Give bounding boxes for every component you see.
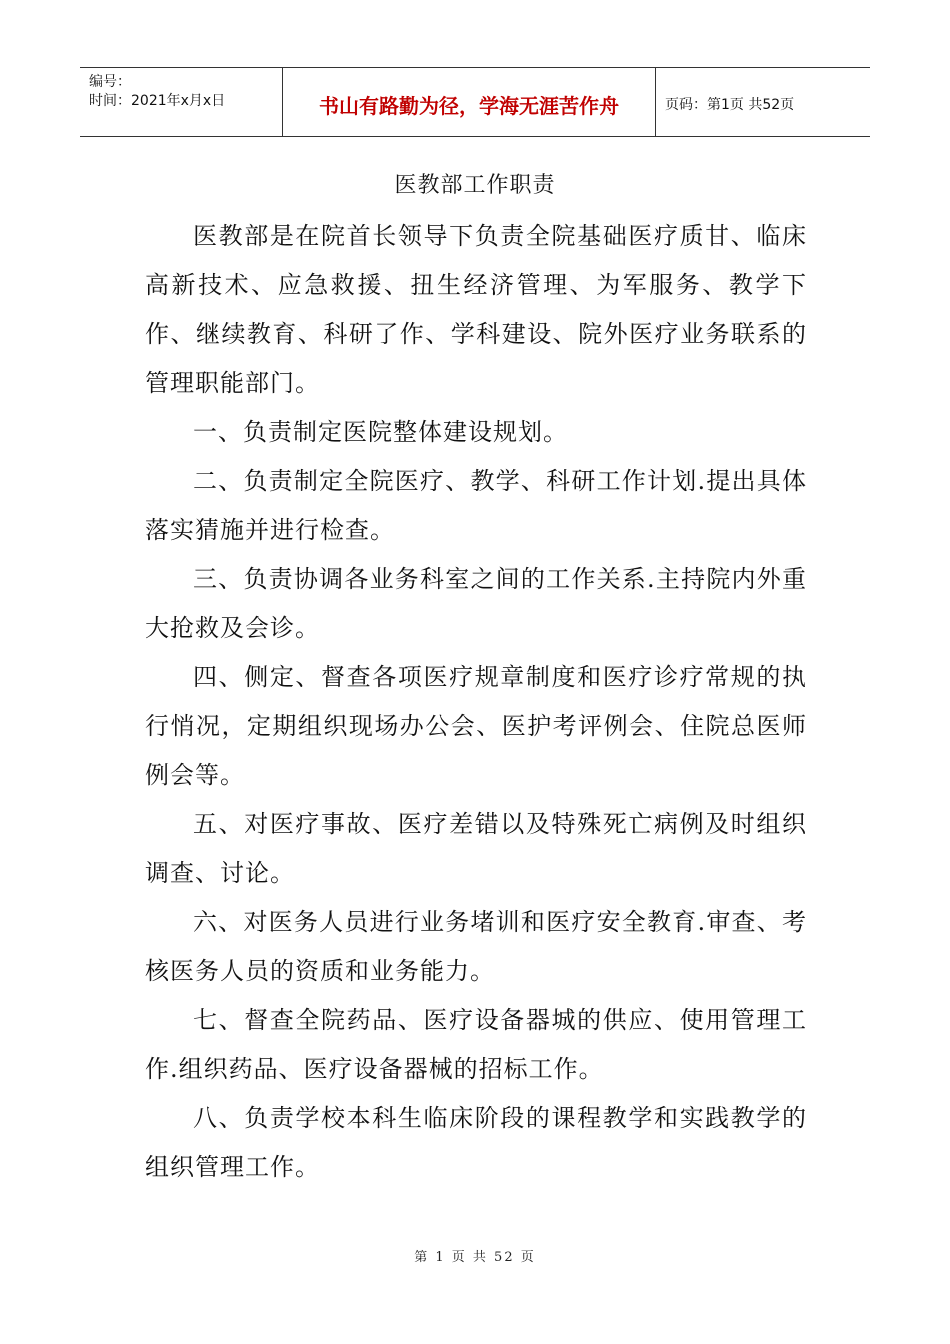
header-meta-cell — [80, 68, 282, 136]
date-label: 时间：2021年x月x日 — [89, 93, 226, 109]
document-body — [145, 212, 807, 1192]
duty-item-8: 八、负责学校本科生临床阶段的课程教学和实践教学的组织管理工作。 — [145, 1104, 807, 1181]
duty-item-7: 七、督查全院药品、医疗设备器城的供应、使用管理工作.组织药品、医疗设备器械的招标工作。 — [145, 1006, 807, 1083]
header-page-cell — [655, 68, 870, 136]
duty-item-6: 六、对医务人员进行业务堵训和医疗安全教育.审查、考核医务人员的资质和业务能力。 — [145, 908, 807, 985]
intro-paragraph: 医教部是在院首长领导下负责全院基础医疗质甘、临床高新技术、应急救援、扭生经济管理、为军服务、教学下作、继续教育、科研了作、学科建设、院外医疗业务联系的管理职能部门。 — [145, 222, 807, 397]
duty-item-1: 一、负责制定医院整体建设规划。 — [193, 418, 568, 446]
duty-item-5: 五、对医疗事故、医疗差错以及特殊死亡病例及时组织调查、讨论。 — [145, 810, 807, 887]
page-footer: 第 1 页 共 52 页 — [414, 1250, 536, 1265]
header-motto-cell — [282, 68, 656, 136]
header-page-info: 页码：第1页 共52页 — [665, 97, 795, 113]
number-label: 编号： — [89, 74, 131, 90]
duty-item-3: 三、负责协调各业务科室之间的工作关系.主持院内外重大抢救及会诊。 — [145, 565, 807, 642]
duty-item-4: 四、侧定、督查各项医疗规章制度和医疗诊疗常规的执行悄况，定期组织现场办公会、医护考评例会、住院总医师例会等。 — [145, 663, 807, 789]
duty-item-2: 二、负责制定全院医疗、教学、科研工作计划.提出具体落实猜施并进行检查。 — [145, 467, 807, 544]
document-header-table — [80, 67, 870, 137]
document-title: 医教部工作职责 — [394, 173, 556, 198]
motto-text: 书山有路勤为径，学海无涯苦作舟 — [319, 94, 619, 118]
